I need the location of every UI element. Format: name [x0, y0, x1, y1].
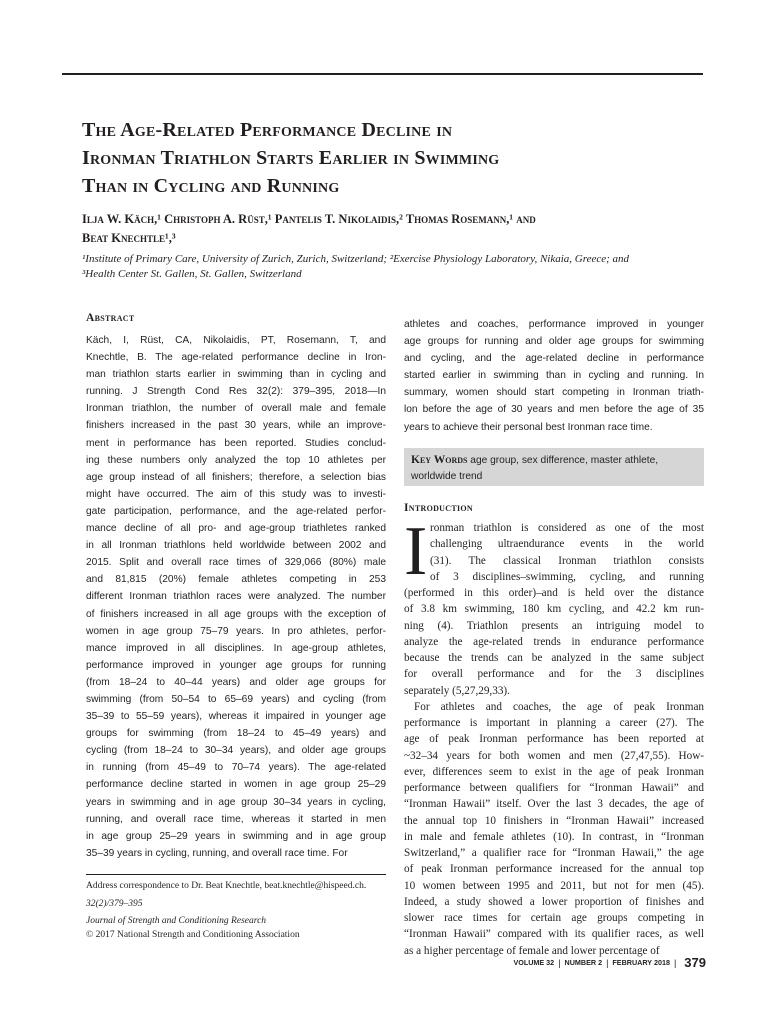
top-rule — [62, 73, 703, 75]
text-line: and 81,815 (20%) female athletes competing in 253 — [86, 574, 386, 586]
text-line: as a higher percentage of female and lower percentage of — [404, 944, 660, 957]
text-line: different Ironman triathlon races were analyzed. The number — [86, 591, 386, 603]
text-line: For athletes and coaches, the age of peak Ironman — [414, 700, 704, 713]
text-line: separately (5,27,29,33). — [404, 684, 510, 697]
text-line: finishers increased in the past 30 years, while an improve- — [86, 420, 386, 432]
copyright-note: © 2017 National Strength and Conditioning Association — [86, 929, 300, 940]
affiliation-line: ³Health Center St. Gallen, St. Gallen, Switzerland — [82, 268, 302, 280]
correspondence-note: Address correspondence to Dr. Beat Knechtle, beat.knechtle@hispeed.ch. — [86, 881, 367, 891]
text-line: mance improved in all disciplines. In age-group athletes, — [86, 642, 386, 654]
text-line: “Ironman Hawaii” itself. Over the last 3 decades, the age of — [404, 798, 704, 811]
text-line: of 3 disciplines–swimming, cycling, and running — [430, 570, 704, 583]
text-line: years to achieve their personal best Ironman race time. — [404, 421, 653, 433]
author-line: Ilja W. Käch,¹ Christoph A. Rüst,¹ Pantelis T. Nikolaidis,² Thomas Rosemann,¹ and — [82, 212, 536, 226]
text-line: 35–39 to 55–59 years), whereas it impaired in younger age — [86, 711, 386, 723]
text-line: (from 18–24 to 40–44 years) and older age groups for — [86, 676, 386, 688]
text-line: performance improved in younger age groups for running — [86, 659, 386, 671]
text-line: Käch, I, Rüst, CA, Nikolaidis, PT, Rosemann, T, and — [86, 335, 386, 346]
text-line: athletes and coaches, performance improved in younger — [404, 319, 704, 330]
author-line: Beat Knechtle¹,³ — [82, 231, 176, 245]
text-line: Ironman triathlon, the number of overall male and female — [86, 403, 386, 415]
text-line: ment in performance has been reported. Studies conclud- — [86, 437, 386, 449]
text-line: the annual top 10 finishers in “Ironman Hawaii” increased — [404, 814, 704, 827]
text-line: in age group 25–29 years in swimming and in age group — [86, 830, 386, 842]
text-line: started earlier in swimming than in cycling and running. In — [404, 370, 704, 382]
abstract-section — [86, 312, 386, 862]
text-line: of 3.8 km swimming, 180 km cycling, and 42.2 km run- — [404, 603, 704, 616]
text-line: might have occurred. The aim of this study was to investi- — [86, 488, 386, 500]
abstract-body — [86, 332, 386, 862]
text-line: man triathlon starts earlier in swimming than in cycling and — [86, 369, 386, 381]
text-line: cycling (from 18–24 to 30–34 years), and older age groups — [86, 745, 386, 757]
text-line: Switzerland,” a qualifier race for “Ironman Hawaii,” the age — [404, 847, 704, 859]
text-line: age group instead of all finishers; therefore, a selection bias — [86, 471, 386, 483]
text-line: years in swimming and in age group 30–34 years in cycling, — [86, 796, 386, 808]
text-line: performance decline started in women in age group 25–29 — [86, 779, 386, 791]
text-line: (performed in this order)–and is held over the distance — [404, 587, 704, 599]
text-line: ning (4). Triathlon presents an intriguing model to — [404, 619, 704, 632]
footer-separator: | — [606, 957, 609, 968]
text-line: ronman triathlon is considered as one of the most — [430, 522, 704, 534]
keywords-box — [404, 448, 704, 486]
article-title — [82, 116, 712, 200]
title-line: Than in Cycling and Running — [82, 175, 340, 197]
text-line: women in age group 75–79 years. In pro athletes, perfor- — [86, 625, 386, 637]
text-line: in running (from 45–49 to 70–74 years). The age-related — [86, 762, 386, 774]
title-line: The Age-Related Performance Decline in — [82, 119, 453, 141]
keywords-heading: Key Words — [411, 454, 468, 466]
text-line: Indeed, a study showed a lower proportion of finishes and — [404, 895, 704, 908]
text-line: 10 women between 1995 and 2011, but not for men (45). — [404, 879, 704, 892]
text-line: of finishers increased in all age groups with the exception of — [86, 608, 386, 620]
text-line: ~32–34 years for both women and men (27,47,55). How- — [404, 749, 704, 762]
text-line: age groups for running and older age groups for swimming — [404, 336, 704, 348]
page-footer — [513, 955, 706, 970]
text-line: groups for swimming (from 18–24 to 45–49 years) and — [86, 728, 386, 740]
footer-date: FEBRUARY 2018 — [612, 958, 670, 967]
text-line: challenging ultraendurance events in the world — [430, 538, 704, 551]
footer-separator: | — [558, 957, 561, 968]
text-line: swimming (from 50–54 to 65–69 years) and cycling (from — [86, 693, 386, 705]
journal-name: Journal of Strength and Conditioning Research — [86, 916, 267, 926]
text-line: in all Ironman triathlons held worldwide between 2002 and — [86, 540, 386, 552]
title-line: Ironman Triathlon Starts Earlier in Swimming — [82, 147, 500, 169]
text-line: summary, women should start competing in Ironman triath- — [404, 387, 704, 399]
text-line: mance decline of all pro- and age-group triathletes ranked — [86, 523, 386, 535]
text-line: in male and female athletes (10). In contrast, in “Ironman — [404, 830, 704, 843]
text-line: performance is important in planning a career (27). The — [404, 717, 704, 729]
text-line: “Ironman Hawaii” compared with its qualifier races, as well — [404, 928, 704, 941]
text-line: (31). The classical Ironman triathlon consists — [430, 554, 704, 567]
text-line: running, and overall race time, whereas it started in men — [86, 813, 386, 825]
page-number: 379 — [684, 955, 706, 970]
text-line: lon before the age of 30 years and men before the age of 35 — [404, 404, 704, 416]
text-line: running. J Strength Cond Res 32(2): 379–395, 2018—In — [86, 386, 386, 398]
footnote-rule — [86, 874, 386, 875]
introduction-body — [404, 513, 704, 959]
footer-volume: VOLUME 32 — [513, 958, 555, 967]
text-line: 35–39 years in cycling, running, and overall race time. For — [86, 847, 348, 859]
text-line: analyze the age-related trends in endurance performance — [404, 635, 704, 648]
text-line: of peak Ironman performance increased for the annual top — [404, 863, 704, 876]
abstract-heading: Abstract — [86, 312, 135, 324]
author-list — [82, 210, 712, 248]
text-line: because the trends can be analyzed in the same subject — [404, 652, 704, 664]
text-line: ever, differences seem to exist in the age of peak Ironman — [404, 765, 704, 778]
citation-note: 32(2)/379–395 — [86, 898, 143, 909]
keywords-line: worldwide trend — [411, 471, 483, 482]
abstract-continued — [404, 316, 704, 436]
text-line: performance between qualifiers for “Ironman Hawaii” and — [404, 782, 704, 794]
footnotes — [86, 880, 386, 942]
affiliations — [82, 252, 712, 282]
text-line: 2015. Split and overall race times of 329,066 (80%) male — [86, 557, 386, 569]
footer-number: NUMBER 2 — [564, 958, 603, 967]
drop-cap: I — [404, 513, 428, 590]
text-line: Knechtle, B. The age-related performance decline in Iron- — [86, 352, 386, 364]
text-line: ing these numbers only analyzed the top 10 athletes per — [86, 454, 386, 466]
introduction-heading: Introduction — [404, 502, 473, 514]
text-line: for overall performance and for the 3 disciplines — [404, 668, 704, 681]
affiliation-line: ¹Institute of Primary Care, University of Zurich, Zurich, Switzerland; ²Exercise Physiology Laboratory, Nikaia, Greece; and — [82, 253, 630, 265]
keywords-line: age group, sex difference, master athlete, — [470, 455, 659, 466]
text-line: and cycling, and the age-related decline in performance — [404, 353, 704, 365]
text-line: age of peak Ironman performance has been reported at — [404, 733, 704, 746]
text-line: slower race times for certain age groups competing in — [404, 912, 704, 924]
footer-separator: | — [673, 957, 677, 968]
text-line: gate participation, performance, and the age-related perfor- — [86, 505, 386, 517]
